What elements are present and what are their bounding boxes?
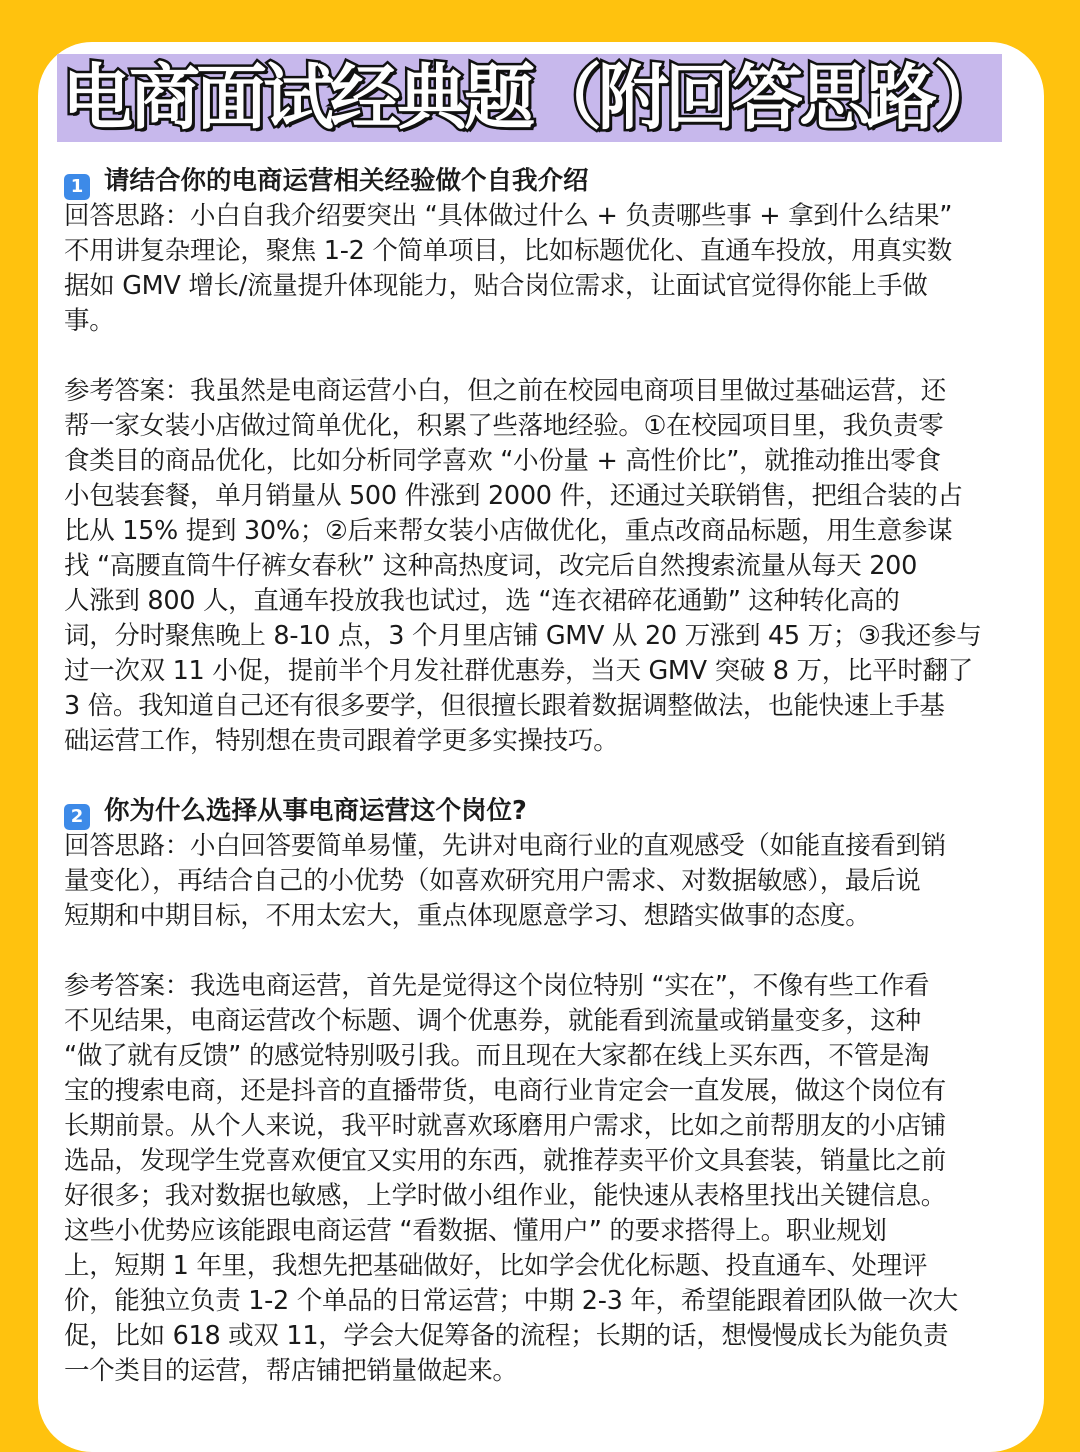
answer-line: 帮一家女装小店做过简单优化，积累了些落地经验。①在校园项目里，我负责零 [64, 411, 944, 441]
answer-line: 不见结果，电商运营改个标题、调个优惠券，就能看到流量或销量变多，这种 [64, 1006, 921, 1036]
question-heading-2 [64, 794, 1014, 829]
answer-line: 词，分时聚焦晚上 8-10 点，3 个月里店铺 GMV 从 20 万涨到 45 万；③我还参与 [64, 621, 982, 651]
answer-line: “做了就有反馈” 的感觉特别吸引我。而且现在大家都在线上买东西，不管是淘 [64, 1041, 930, 1071]
approach-line: 回答思路：小白回答要简单易懂，先讲对电商行业的直观感受（如能直接看到销 [64, 831, 947, 861]
answer-line: 3 倍。我知道自己还有很多要学，但很擅长跟着数据调整做法，也能快速上手基 [64, 691, 945, 721]
answer-line: 食类目的商品优化，比如分析同学喜欢 “小份量 + 高性价比”，就推动推出零食 [64, 446, 941, 476]
approach-line: 不用讲复杂理论，聚焦 1-2 个简单项目，比如标题优化、直通车投放，用真实数 [64, 236, 952, 266]
answer-line: 选品，发现学生党喜欢便宜又实用的东西，就推荐卖平价文具套装，销量比之前 [64, 1146, 947, 1176]
answer-line: 参考答案：我虽然是电商运营小白，但之前在校园电商项目里做过基础运营，还 [64, 376, 947, 406]
paragraph-gap [64, 339, 1014, 374]
question-heading-1 [64, 164, 1014, 199]
page-title: 电商面试经典题（附回答思路） [62, 56, 1001, 139]
approach-line: 短期和中期目标，不用太宏大，重点体现愿意学习、想踏实做事的态度。 [64, 901, 871, 931]
answer-line: 找 “高腰直筒牛仔裤女春秋” 这种高热度词，改完后自然搜索流量从每天 200 [64, 551, 918, 581]
answer-line: 比从 15% 提到 30%；②后来帮女装小店做优化，重点改商品标题，用生意参谋 [64, 516, 953, 546]
approach-line: 回答思路：小白自我介绍要突出 “具体做过什么 + 负责哪些事 + 拿到什么结果” [64, 201, 953, 231]
approach-line: 据如 GMV 增长/流量提升体现能力，贴合岗位需求，让面试官觉得你能上手做 [64, 271, 928, 301]
approach-line: 量变化），再结合自己的小优势（如喜欢研究用户需求、对数据敏感），最后说 [64, 866, 921, 896]
number-badge-2: 2 [64, 804, 90, 830]
answer-line: 过一次双 11 小促，提前半个月发社群优惠券，当天 GMV 突破 8 万，比平时翻了 [64, 656, 973, 686]
paragraph-gap [64, 759, 1014, 794]
answer-line: 参考答案：我选电商运营，首先是觉得这个岗位特别 “实在”，不像有些工作看 [64, 971, 930, 1001]
answer-line: 价，能独立负责 1-2 个单品的日常运营；中期 2-3 年，希望能跟着团队做一次大 [64, 1286, 958, 1316]
answer-line: 促，比如 618 或双 11，学会大促筹备的流程；长期的话，想慢慢成长为能负责 [64, 1321, 949, 1351]
paragraph-gap [64, 934, 1014, 969]
answer-line: 宝的搜索电商，还是抖音的直播带货，电商行业肯定会一直发展，做这个岗位有 [64, 1076, 947, 1106]
answer-line: 上，短期 1 年里，我想先把基础做好，比如学会优化标题、投直通车、处理评 [64, 1251, 928, 1281]
approach-line: 事。 [64, 306, 115, 336]
answer-line: 好很多；我对数据也敏感，上学时做小组作业，能快速从表格里找出关键信息。 [64, 1181, 947, 1211]
answer-line: 人涨到 800 人，直通车投放我也试过，选 “连衣裙碎花通勤” 这种转化高的 [64, 586, 900, 616]
article-body [64, 164, 1014, 1389]
answer-line: 小包装套餐，单月销量从 500 件涨到 2000 件，还通过关联销售，把组合装的占 [64, 481, 963, 511]
number-badge-1: 1 [64, 174, 90, 200]
answer-line: 一个类目的运营，帮店铺把销量做起来。 [64, 1356, 518, 1386]
question-text-1: 请结合你的电商运营相关经验做个自我介绍 [104, 166, 589, 196]
answer-line: 这些小优势应该能跟电商运营 “看数据、懂用户” 的要求搭得上。职业规划 [64, 1216, 887, 1246]
question-text-2: 你为什么选择从事电商运营这个岗位? [104, 796, 527, 826]
answer-line: 长期前景。从个人来说，我平时就喜欢琢磨用户需求，比如之前帮朋友的小店铺 [64, 1111, 947, 1141]
answer-line: 础运营工作，特别想在贵司跟着学更多实操技巧。 [64, 726, 619, 756]
